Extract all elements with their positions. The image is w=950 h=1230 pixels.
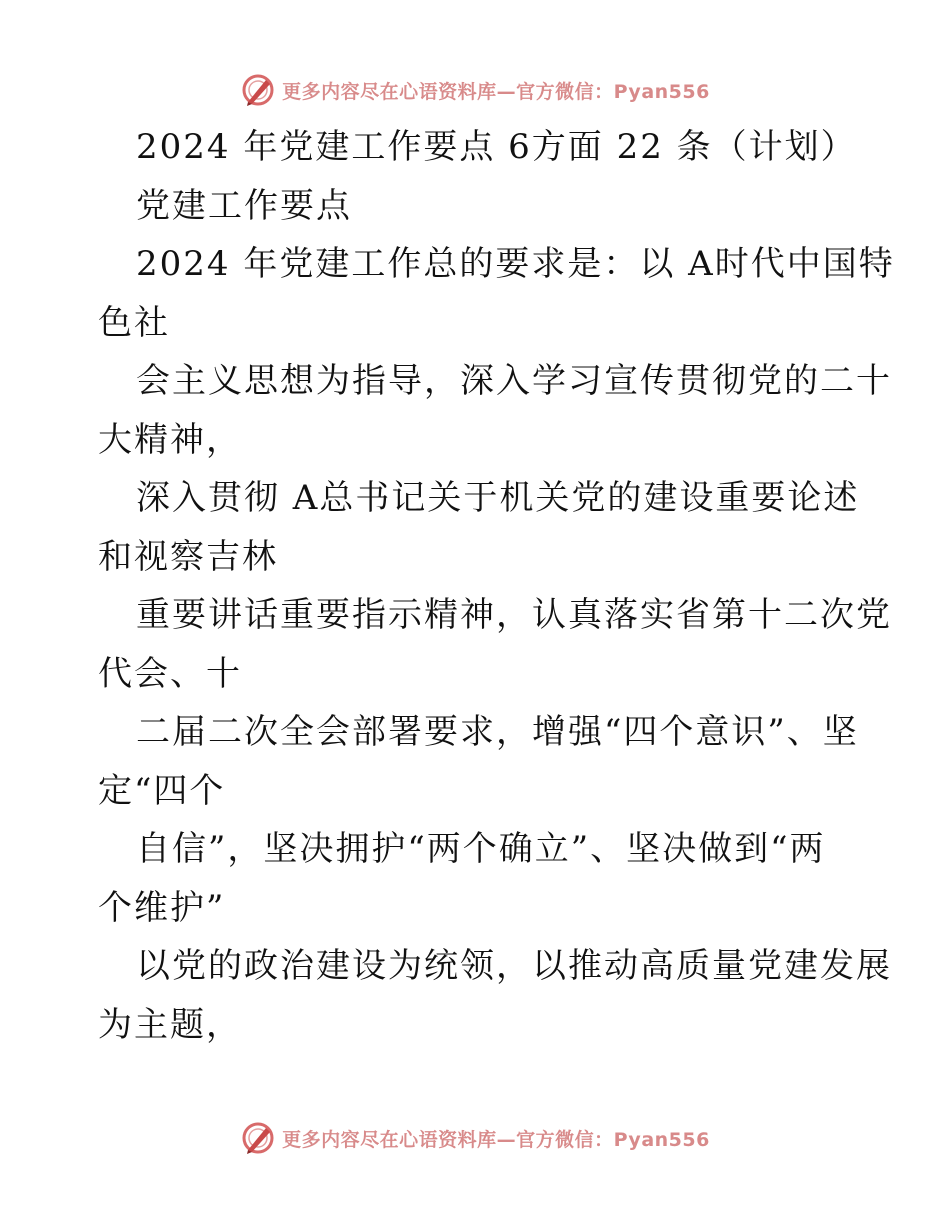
pen-circle-icon — [240, 72, 276, 108]
document-title: 2024 年党建工作要点 6方面 22 条（计划） — [136, 127, 857, 167]
document-heading: 党建工作要点 — [136, 185, 352, 226]
footer-banner — [0, 1118, 950, 1158]
paragraph-6-line2: 个维护” — [98, 887, 226, 928]
pen-circle-icon — [240, 1120, 276, 1156]
paragraph-3 — [98, 469, 858, 586]
paragraph-1-line2: 色社 — [98, 302, 170, 343]
document-body — [98, 118, 895, 1054]
paragraph-2-line2: 大精神， — [98, 419, 242, 460]
paragraph-4-line1: 重要讲话重要指示精神，认真落实省第十二次党 — [136, 595, 892, 635]
paragraph-6-line1: 自信”，坚决拥护“两个确立”、坚决做到“两 — [136, 829, 826, 869]
paragraph-3-line1: 深入贯彻 A总书记关于机关党的建设重要论述 — [136, 478, 860, 518]
banner-text: 更多内容尽在心语资料库—官方微信：Pyan556 — [282, 1128, 710, 1151]
paragraph-1 — [98, 235, 895, 352]
paragraph-4-line2: 代会、十 — [98, 653, 242, 694]
paragraph-5-line2: 定“四个 — [98, 770, 226, 811]
paragraph-7-line2: 为主题， — [98, 1004, 242, 1045]
paragraph-4 — [98, 586, 892, 703]
paragraph-2-line1: 会主义思想为指导，深入学习宣传贯彻党的二十 — [136, 361, 892, 401]
paragraph-1-line1: 2024 年党建工作总的要求是：以 A时代中国特 — [136, 244, 895, 284]
paragraph-3-line2: 和视察吉林 — [98, 536, 278, 577]
paragraph-7 — [98, 937, 892, 1054]
banner-text: 更多内容尽在心语资料库—官方微信：Pyan556 — [282, 80, 710, 103]
paragraph-5-line1: 二届二次全会部署要求，增强“四个意识”、坚 — [136, 712, 859, 752]
paragraph-5 — [98, 703, 858, 820]
paragraph-2 — [98, 352, 892, 469]
paragraph-7-line1: 以党的政治建设为统领，以推动高质量党建发展 — [136, 946, 892, 986]
paragraph-6 — [98, 820, 858, 937]
header-banner — [0, 70, 950, 110]
